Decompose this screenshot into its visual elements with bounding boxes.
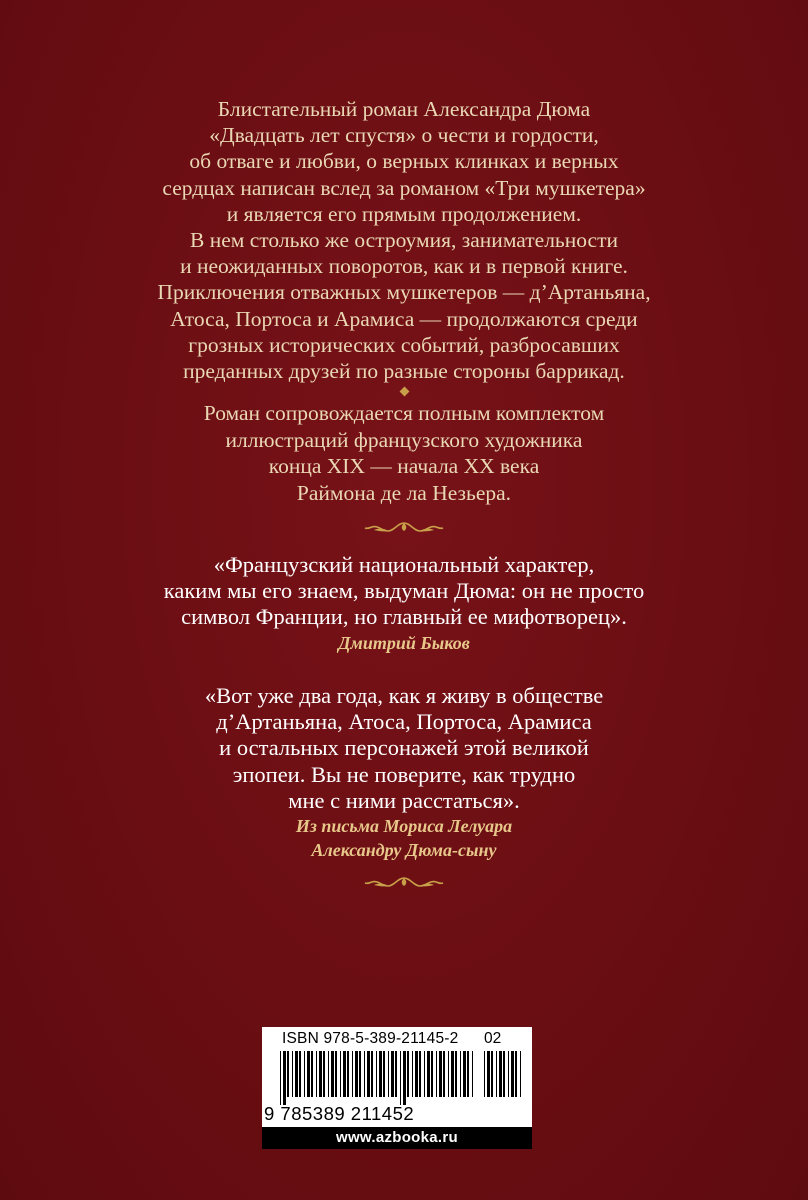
description-line: сердцах написан вслед за романом «Три мушкетера» [162,175,646,200]
flourish-ornament-icon [364,520,444,534]
illustrations-note [0,400,808,506]
description-line: В нем столько же остроумия, занимательности [190,228,618,253]
description-line: и является его прямым продолжением. [226,201,582,226]
quote-line: и остальных персонажей этой великой [219,735,589,761]
quote-author: Александру Дюма-сыну [311,840,497,861]
quote-line: каким мы его знаем, выдуман Дюма: он не просто [163,578,645,604]
quote-line: символ Франции, но главный ее мифотворец». [181,604,627,630]
quote-line: эпопеи. Вы не поверите, как трудно [232,761,576,787]
note-line: Раймона де ла Незьера. [296,480,512,505]
isbn-barcode [262,1027,532,1149]
publisher-website: www.azbooka.ru [262,1127,532,1149]
description-line: Приключения отважных мушкетеров — д’Артаньяна, [157,280,651,305]
quote-author: Дмитрий Быков [338,632,470,653]
barcode-addon: 02 [484,1030,502,1047]
quote-line: мне с ними расстаться». [288,787,520,813]
quote-line: «Французский национальный характер, [213,552,595,577]
description-line: Атоса, Портоса и Арамиса — продолжаются среди [170,306,638,331]
description-line: об отваге и любви, о верных клинках и верных [189,149,619,174]
note-line: Роман сопровождается полным комплектом [203,401,605,425]
quote-line: «Вот уже два года, как я живу в обществе [204,683,604,708]
description-line: и неожиданных поворотов, как и в первой книге. [180,254,628,279]
quote-line: д’Артаньяна, Атоса, Портоса, Арамиса [216,709,592,735]
description-line: грозных исторических событий, разбросавших [188,332,620,357]
barcode-bars [280,1051,476,1105]
quote-author: Из письма Мориса Лелуара [295,816,513,837]
barcode-digits: 9 785389 211452 [264,1103,415,1124]
diamond-divider-icon [399,387,409,397]
isbn-number: ISBN 978-5-389-21145-2 [282,1030,459,1047]
description-line: преданных друзей по разные стороны баррикад. [183,359,625,384]
quote-block [0,683,808,862]
note-line: иллюстраций французского художника [225,427,583,452]
description-line: Блистательный роман Александра Дюма [217,97,591,121]
note-line: конца XIX — начала XX века [268,454,540,478]
flourish-ornament-icon [364,875,444,889]
book-description [0,96,808,401]
addon-barcode-bars [484,1051,524,1105]
description-line: «Двадцать лет спустя» о чести и гордости, [209,123,599,148]
quote-block [0,552,808,655]
